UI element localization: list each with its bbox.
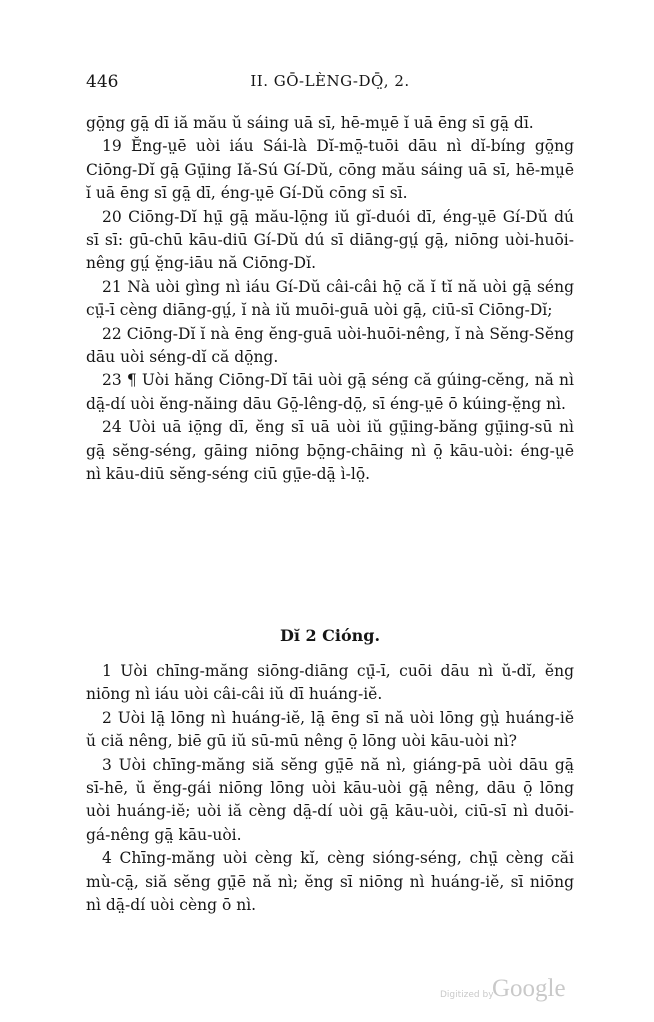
verse-2: 2 Uòi lā̤ lōng nì huáng-iĕ, lā̤ ēng sī nă uòi lōng gṳ̀ huáng-iĕ ŭ ciă nêng, biē gū iŭ sū-mū nêng ō̤ lōng uòi kāu-uòi nì?: [86, 708, 574, 751]
chapter-2-text: [86, 660, 574, 917]
verse-19: 19 Ĕng-ṳē uòi iáu Sái-là Dĭ-mō̤-tuōi dāu nì dĭ-bíng gō̤ng Ciōng-Dĭ gā̤ Gṳ̄ing Iă-Sú Gí-Dŭ, cōng mău sáing uā sī, hē-mṳē ĭ uā ēng sī gā̤ dī, éng-ṳē Gí-Dŭ cōng sī sī.: [86, 137, 574, 203]
verse-3: 3 Uòi chīng-măng siă sĕng gṳ̄ē nă nì, giáng-pā uòi dāu gā̤ sī-hē, ŭ ĕng-gái niōng lōng uòi kāu-uòi gā̤ nêng, dāu ō̤ lōng uòi huáng-iĕ; uòi iă cèng dā̤-dí uòi gā̤ kāu-uòi, ciū-sī nì duōi-gá-nêng gā̤ kāu-uòi.: [86, 755, 574, 844]
verse-24: 24 Uòi uā iō̤ng dī, ĕng sī uā uòi iŭ gṳ̄ing-băng gṳ̄ing-sū nì gā̤ sĕng-séng, gāing niōng bō̤ng-chāing nì ō̤ kāu-uòi: éng-ṳē nì kāu-diū sĕng-séng ciū gṳ̄e-dā̤ ì-lō̤.: [86, 418, 574, 484]
digitized-by-label: Digitized by: [440, 990, 494, 1000]
paragraph-continued: gō̤ng gā̤ dī iă mău ŭ sáing uā sī, hē-mṳē ĭ uā ēng sī gā̤ dī.: [86, 114, 534, 132]
google-watermark: [440, 975, 580, 1009]
running-title: II. GŌ-LÈNG-DŌ̤, 2.: [250, 72, 410, 90]
chapter-1-text: [86, 112, 574, 487]
verse-23: 23 ¶ Uòi hăng Ciōng-Dĭ tāi uòi gā̤ séng că gúing-cĕng, nă nì dā̤-dí uòi ĕng-năing dāu Gō̤-lêng-dō̤, sī éng-ṳē ō kúing-ĕ̤ng nì.: [86, 371, 574, 413]
verse-1: 1 Uòi chīng-măng siōng-diāng cṳ̄-ī, cuōi dāu nì ŭ-dĭ, ĕng niōng nì iáu uòi câi-câi iŭ dī huáng-iĕ.: [86, 662, 574, 704]
verse-21: 21 Nà uòi gìng nì iáu Gí-Dŭ câi-câi hō̤ că ĭ tĭ nă uòi gā̤ séng cṳ̄-ī cèng diāng-gṳ́, ĭ nà iŭ muōi-guā uòi gā̤, ciū-sī Ciōng-Dĭ;: [86, 277, 574, 320]
verse-22: 22 Ciōng-Dĭ ĭ nà ēng ĕng-guā uòi-huōi-nêng, ĭ nà Sĕng-Sĕng dāu uòi séng-dĭ că dō̤ng.: [86, 324, 574, 367]
verse-20: 20 Ciōng-Dĭ hṳ̄ gā̤ mău-lō̤ng iŭ gĭ-duói dī, éng-ṳē Gí-Dŭ dú sī sī: gū-chū kāu-diū Gí-Dŭ dú sī diāng-gṳ́ gā̤, niōng uòi-huōi-nêng gṳ́ ĕ̤ng-iāu nă Ciōng-Dĭ.: [86, 207, 574, 273]
chapter-heading: Dĭ 2 Cióng.: [279, 626, 381, 645]
page-header: [86, 72, 574, 96]
page-number: 446: [86, 72, 119, 92]
google-logo: Google: [492, 975, 566, 1002]
verse-4: 4 Chīng-măng uòi cèng kĭ, cèng sióng-séng, chṳ̄ cèng căi mù-cā̤, siă sĕng gṳ̄ē nă nì; ĕng sī niōng nì huáng-iĕ, sī niōng nì dā̤-dí uòi cèng ō nì.: [86, 849, 574, 915]
